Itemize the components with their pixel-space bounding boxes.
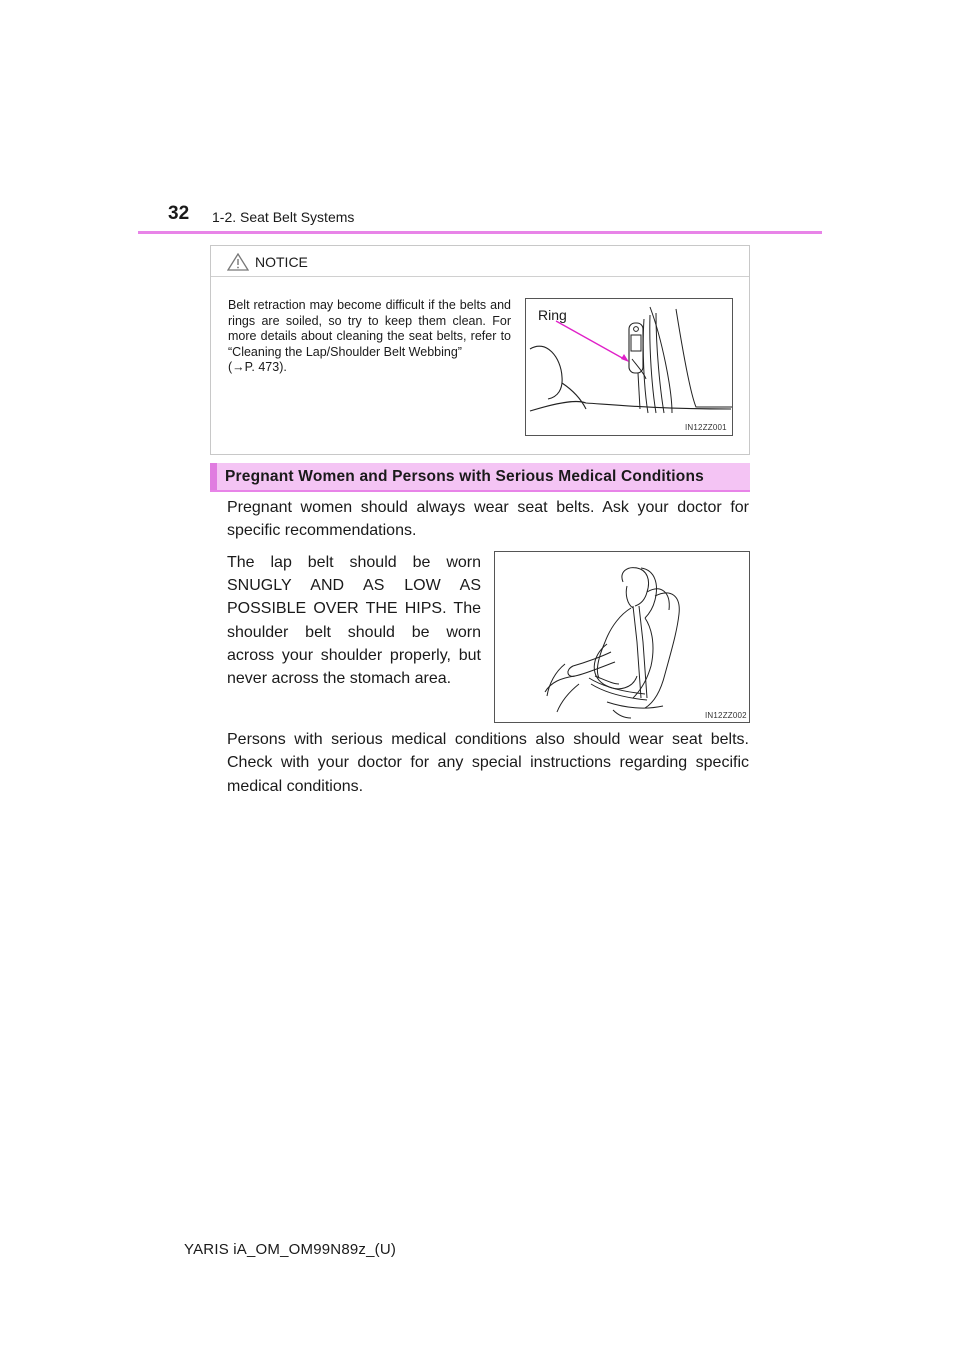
pregnant-woman-drawing — [495, 552, 750, 723]
section-title: 1-2. Seat Belt Systems — [212, 209, 355, 225]
notice-label: NOTICE — [255, 254, 308, 270]
notice-header — [211, 246, 749, 277]
page-number: 32 — [168, 203, 190, 224]
section-heading-text: Pregnant Women and Persons with Serious Medical Conditions — [225, 468, 704, 485]
ring-label: Ring — [538, 307, 567, 323]
notice-box — [210, 245, 750, 455]
header-rule — [138, 231, 822, 234]
figure-code: IN12ZZ002 — [705, 711, 747, 720]
notice-text — [228, 298, 511, 376]
section-heading — [210, 463, 750, 492]
notice-body: Belt retraction may become difficult if the belts and rings are soiled, so try to keep them clean. For more details about cleaning the seat belts, refer to “Cleaning the Lap/Shoulder Belt Webbing” — [228, 298, 511, 359]
paragraph-pregnant-women: Pregnant women should always wear seat belts. Ask your doctor for specific recommendations. — [227, 499, 749, 539]
seat-belt-ring-illustration — [525, 298, 733, 436]
paragraph-medical-conditions: Persons with serious medical conditions also should wear seat belts. Check with your doctor for any special instructions regarding specific medical conditions. — [227, 731, 749, 795]
warning-triangle-icon — [227, 253, 249, 271]
heading-accent-bar — [210, 463, 217, 490]
figure-code: IN12ZZ001 — [685, 423, 727, 432]
page-reference-link[interactable]: (→P. 473). — [228, 360, 287, 375]
footer-document-id: YARIS iA_OM_OM99N89z_(U) — [184, 1241, 397, 1258]
paragraph-lap-belt: The lap belt should be worn SNUGLY AND AS LOW AS POSSIBLE OVER THE HIPS. The shoulder belt should be worn across your shoulder properly, but never across the stomach area. — [227, 554, 481, 688]
pregnant-woman-seatbelt-illustration — [494, 551, 750, 723]
